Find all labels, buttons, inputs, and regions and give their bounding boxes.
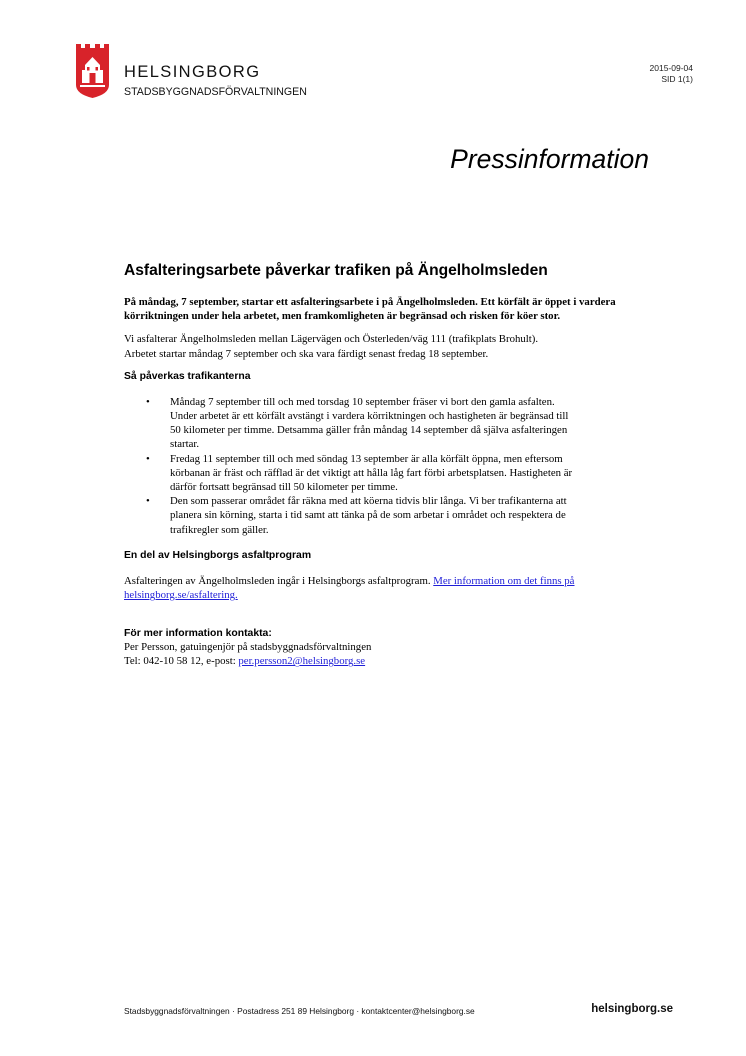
footer-address: Stadsbyggnadsförvaltningen · Postadress 251 89 Helsingborg · kontaktcenter@helsingborg.se xyxy=(124,1006,475,1016)
footer-website: helsingborg.se xyxy=(591,1003,673,1015)
page-number: SID 1(1) xyxy=(661,74,693,84)
helsingborg-crest-icon xyxy=(76,44,109,98)
bullet-line: därför fortsatt begränsad till 50 kilometer per timme. xyxy=(170,481,398,494)
contact-tel: Tel: 042-10 58 12, e-post: xyxy=(124,655,239,668)
document-type-title: Pressinformation xyxy=(450,144,649,174)
document-date: 2015-09-04 xyxy=(649,63,693,73)
bullet-line: Den som passerar området får räkna med att köerna tidvis blir långa. Vi ber trafikanterna att xyxy=(170,495,567,508)
bullet-line: startar. xyxy=(170,438,200,451)
bullet-line: körbanan är fräst och räfflad är det viktigt att hålla låg fart förbi arbetsplatsen. Hastigheten är xyxy=(170,466,573,479)
contact-name: Per Persson, gatuingenjör på stadsbyggnadsförvaltningen xyxy=(124,641,372,654)
intro-line: Arbetet startar måndag 7 september och ska vara färdigt senast fredag 18 september. xyxy=(124,347,489,360)
org-name: HELSINGBORG xyxy=(124,63,261,81)
article-intro xyxy=(124,332,654,360)
intro-line: Vi asfalterar Ängelholmsleden mellan Lägervägen och Österleden/väg 111 (trafikplats Brohult). xyxy=(124,333,539,346)
article-body xyxy=(124,262,654,669)
bullet-line: trafikregler som gäller. xyxy=(170,523,269,536)
contact-heading: För mer information kontakta: xyxy=(124,628,272,640)
bullet-line: Under arbetet är ett körfält avstängt i vardera körriktningen och hastigheten är begränsad till xyxy=(170,410,569,423)
bullet-line: 50 kilometer per timme. Detsamma gäller från måndag 14 september då själva asfalteringen xyxy=(170,424,568,437)
bullet-line: Fredag 11 september till och med söndag 13 september är alla körfält öppna, men eftersom xyxy=(170,452,563,465)
section-heading-asphalt-program: En del av Helsingborgs asfaltprogram xyxy=(124,549,312,561)
bullet-icon: • xyxy=(146,395,150,408)
traffic-bullet-list xyxy=(124,395,654,537)
asphalt-link-line[interactable]: helsingborg.se/asfaltering. xyxy=(124,589,238,602)
bullet-icon: • xyxy=(146,452,150,465)
bullet-icon: • xyxy=(146,495,150,508)
bullet-line: planera sin körning, starta i tid samt att tänka på de som arbetar i området och respektera de xyxy=(170,509,566,522)
bullet-line: Måndag 7 september till och med torsdag 10 september fräser vi bort den gamla asfalten. xyxy=(170,395,555,408)
list-item xyxy=(124,494,654,537)
department-name: STADSBYGGNADSFÖRVALTNINGEN xyxy=(124,86,307,98)
asphalt-link-line[interactable]: Mer information om det finns på xyxy=(433,574,575,587)
article-lead: På måndag, 7 september, startar ett asfalteringsarbete i på Ängelholmsleden. Ett körfält är öppet i vardera körriktningen under hela arbetet, men framkomligheten är begränsad och risken för köer stor. xyxy=(124,296,616,323)
contact-email-link[interactable]: per.persson2@helsingborg.se xyxy=(238,655,366,668)
article-headline: Asfalteringsarbete påverkar trafiken på Ängelholmsleden xyxy=(124,262,548,279)
list-item xyxy=(124,452,654,495)
section-heading-traffic: Så påverkas trafikanterna xyxy=(124,370,251,382)
document-meta xyxy=(650,63,693,85)
asphalt-program-text: Asfalteringen av Ängelholmsleden ingår i Helsingborgs asfaltprogram. xyxy=(124,574,434,587)
list-item xyxy=(124,395,654,452)
contact-info xyxy=(124,640,654,668)
asphalt-program-paragraph xyxy=(124,574,654,602)
